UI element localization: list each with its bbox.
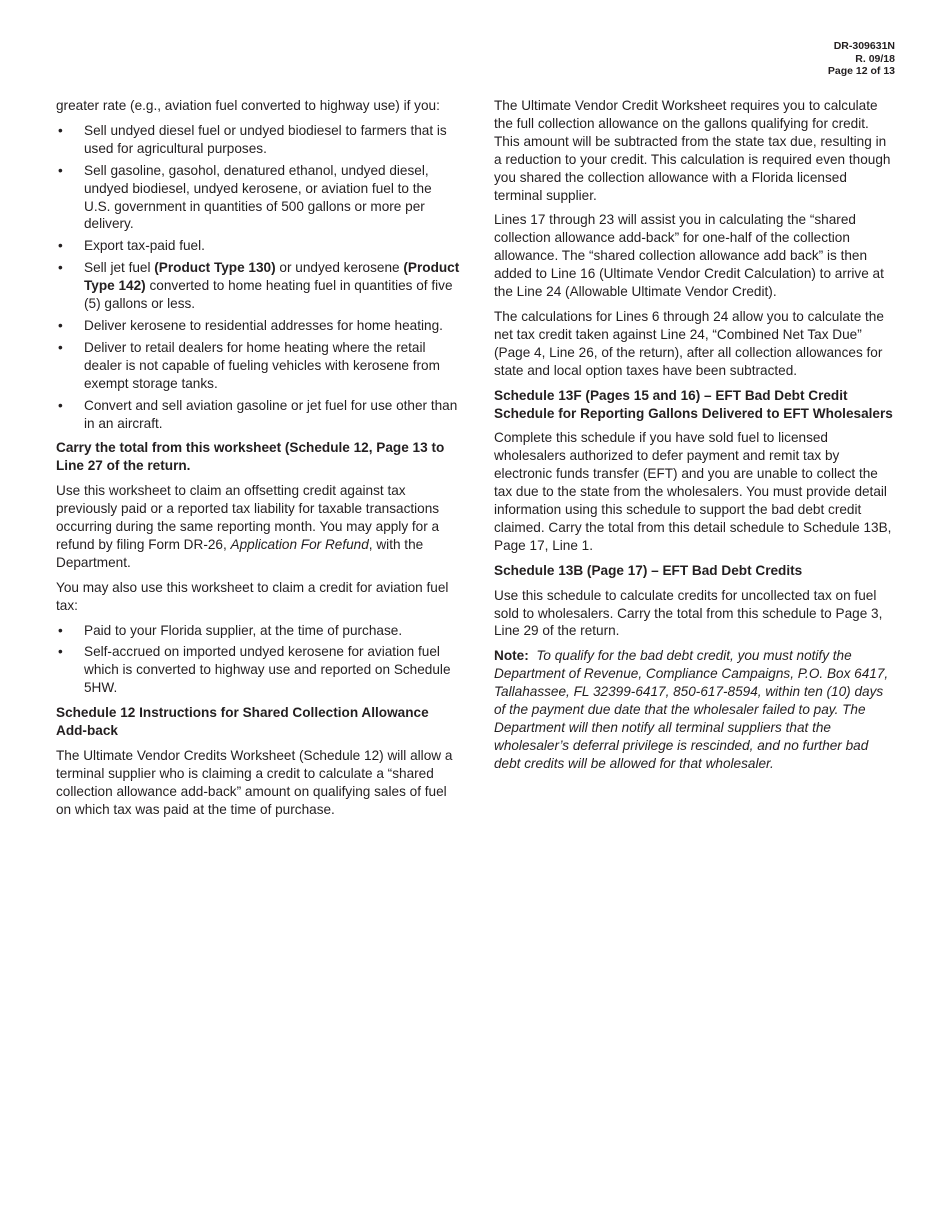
list-item: • Deliver to retail dealers for home heating where the retail dealer is not capable of fueling vehicles with kerosene from exempt storage tanks. [56, 339, 460, 393]
offset-credit-paragraph: Use this worksheet to claim an offsetting credit against tax previously paid or a reported tax liability for taxable transactions occurring during the same reporting month. You may apply for a refund by filing Form DR-26, Application For Refund, with the Department. [56, 483, 440, 570]
schedule-13b-paragraph: Use this schedule to calculate credits for uncollected tax on fuel sold to wholesalers. Carry the total from this schedule to Page 3, Line 29 of the return. [494, 587, 883, 639]
list-item: • Deliver kerosene to residential addresses for home heating. [56, 317, 460, 335]
list-item: • Convert and sell aviation gasoline or jet fuel for use other than in an aircraft. [56, 397, 460, 433]
page-number: Page 12 of 13 [827, 65, 895, 77]
schedule-12-heading: Schedule 12 Instructions for Shared Collection Allowance Add-back [56, 705, 429, 739]
schedule-12-paragraph: The Ultimate Vendor Credits Worksheet (Schedule 12) will allow a terminal supplier who is claiming a credit to calculate a “shared collection allowance add-back” amount on qualifying sales of fuel on which tax was paid at the time of purchase. [56, 748, 453, 817]
schedule-13f-heading: Schedule 13F (Pages 15 and 16) – EFT Bad Debt Credit Schedule for Reporting Gallons Delivered to EFT Wholesalers [494, 387, 893, 421]
note-label: Note: [494, 648, 529, 664]
list-item: • Paid to your Florida supplier, at the time of purchase. [56, 622, 460, 640]
schedule-13b-heading: Schedule 13B (Page 17) – EFT Bad Debt Credits [494, 562, 803, 578]
aviation-intro: You may also use this worksheet to claim a credit for aviation fuel tax: [56, 579, 449, 613]
form-number: DR-309631N [833, 40, 895, 52]
qualifying-list [56, 122, 460, 433]
note-text: To qualify for the bad debt credit, you must notify the Department of Revenue, Compliance Campaigns, P.O. Box 6417, Tallahassee, FL 32399-6417, 850-617-8594, within ten (10) days of the payment due date that the wholesaler failed to pay. The Department will then notify all terminal suppliers that the wholesaler’s deferral privilege is rescinded, and no further bad debt credits will be allowed for that wholesaler. [494, 648, 889, 771]
worksheet-paragraph: The Ultimate Vendor Credit Worksheet requires you to calculate the full collection allowance on the gallons qualifying for credit. This amount will be subtracted from the state tax due, resulting in a reduction to your credit. This calculation is required even though you shared the collection allowance with a Florida licensed terminal supplier. [494, 98, 891, 203]
note-paragraph [494, 647, 896, 772]
form-revision: R. 09/18 [855, 52, 895, 65]
list-item: • Sell gasoline, gasohol, denatured ethanol, undyed diesel, undyed biodiesel, undyed kerosene, or aviation fuel to the U.S. government in quantities of 500 gallons or more per delivery. [56, 162, 460, 234]
lines-6-24-paragraph: The calculations for Lines 6 through 24 allow you to calculate the net tax credit taken against Line 24, “Combined Net Tax Due” (Page 4, Line 26, of the return), after all collection allowances for state and local option taxes have been subtracted. [494, 308, 884, 378]
intro-text: greater rate (e.g., aviation fuel converted to highway use) if you: [56, 98, 440, 113]
schedule-13f-paragraph: Complete this schedule if you have sold fuel to licensed wholesalers authorized to defer payment and remit tax by electronic funds transfer (EFT) and you are unable to collect the tax due to the state from the wholesalers. You must provide detail information using this schedule to support the bad debt credit claimed. Carry the total from this detail schedule to Schedule 13B, Page 17, Line 1. [494, 430, 892, 553]
list-item: • Self-accrued on imported undyed kerosene for aviation fuel which is converted to highway use and reported on Schedule 5HW. [56, 643, 460, 697]
aviation-list [56, 622, 460, 698]
list-item: • Sell undyed diesel fuel or undyed biodiesel to farmers that is used for agricultural purposes. [56, 122, 460, 158]
list-item: • Export tax-paid fuel. [56, 237, 460, 255]
form-header [828, 40, 895, 78]
left-column [56, 97, 460, 826]
carry-total-heading: Carry the total from this worksheet (Schedule 12, Page 13 to Line 27 of the return. [56, 440, 445, 474]
lines-17-23-paragraph: Lines 17 through 23 will assist you in calculating the “shared collection allowance add-back” for one-half of the collection allowance. The “shared collection allowance add back” is then added to Line 16 (Ultimate Vendor Credit Calculation) to arrive at the Line 24 (Allowable Ultimate Vendor Credit). [494, 212, 884, 300]
list-item: • Sell jet fuel (Product Type 130) or undyed kerosene (Product Type 142) converted to home heating fuel in quantities of five (5) gallons or less. [56, 259, 460, 313]
right-column [494, 97, 896, 780]
